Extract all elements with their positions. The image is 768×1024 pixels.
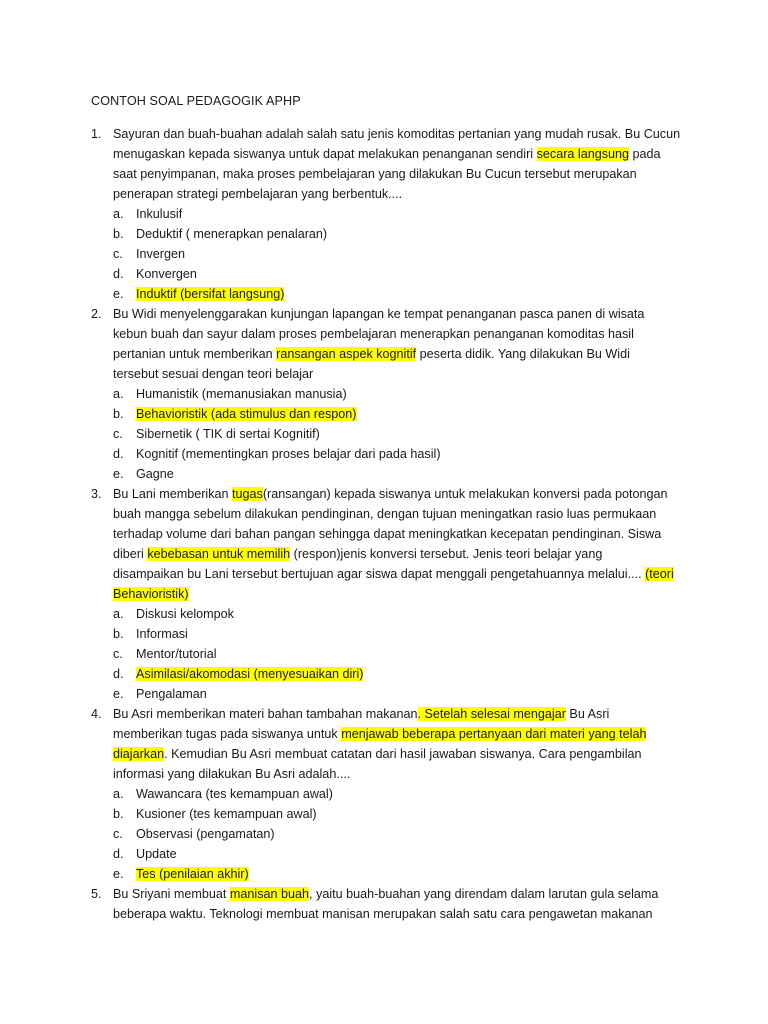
option-letter: b. — [113, 627, 124, 641]
text-segment: Inkulusif — [136, 207, 183, 221]
option-text — [136, 264, 197, 284]
highlighted-text: . Setelah selesai mengajar — [417, 707, 566, 721]
text-segment: Bu Sriyani membuat — [113, 887, 230, 901]
highlighted-text: ransangan aspek kognitif — [276, 347, 417, 361]
question-text-line — [113, 304, 644, 324]
option-text — [136, 444, 441, 464]
option-letter: c. — [113, 247, 123, 261]
option-text — [136, 784, 333, 804]
option-text — [136, 224, 327, 244]
highlighted-text: secara langsung — [536, 147, 630, 161]
text-segment: Diskusi kelompok — [136, 607, 234, 621]
question-text-line — [113, 144, 661, 164]
text-segment: Bu Asri memberikan materi bahan tambahan makanan — [113, 707, 418, 721]
question-text-line — [113, 744, 642, 764]
question-number: 4. — [91, 707, 102, 721]
question-text-line — [113, 524, 661, 544]
option-letter: a. — [113, 387, 124, 401]
highlighted-text: diajarkan — [113, 747, 165, 761]
text-segment: peserta didik. Yang dilakukan Bu Widi — [416, 347, 630, 361]
text-segment: Wawancara (tes kemampuan awal) — [136, 787, 333, 801]
highlighted-text: Behavioristik) — [113, 587, 189, 601]
option-text — [136, 464, 174, 484]
option-letter: e. — [113, 687, 124, 701]
option-letter: b. — [113, 407, 124, 421]
option-text — [136, 604, 234, 624]
text-segment: (ransangan) kepada siswanya untuk melakukan konversi pada potongan — [262, 487, 668, 501]
option-text — [136, 864, 249, 884]
question-text-line — [113, 884, 658, 904]
question-text-line — [113, 904, 653, 924]
question-text-line — [113, 164, 637, 184]
text-segment: Bu Asri — [565, 707, 610, 721]
highlighted-text: kebebasan untuk memilih — [147, 547, 291, 561]
text-segment: Bu Lani memberikan — [113, 487, 233, 501]
question-text-line — [113, 504, 656, 524]
question-text-line — [113, 344, 630, 364]
option-text — [136, 824, 275, 844]
option-text — [136, 424, 320, 444]
option-text — [136, 284, 284, 304]
option-letter: d. — [113, 267, 124, 281]
highlighted-text: (teori — [645, 567, 674, 581]
question-number: 1. — [91, 127, 102, 141]
text-segment: pertanian untuk memberikan — [113, 347, 277, 361]
option-text — [136, 644, 217, 664]
text-segment: Kusioner (tes kemampuan awal) — [136, 807, 317, 821]
highlighted-text: manisan buah — [229, 887, 310, 901]
text-segment: disampaikan bu Lani tersebut bertujuan agar siswa dapat menggali pengetahuannya melalui.... — [113, 567, 646, 581]
option-letter: c. — [113, 827, 123, 841]
question-text-line — [113, 124, 680, 144]
question-text-line — [113, 724, 646, 744]
question-number: 3. — [91, 487, 102, 501]
highlighted-text: Asimilasi/akomodasi (menyesuaikan diri) — [136, 667, 364, 681]
text-segment: , yaitu buah-buahan yang direndam dalam larutan gula selama — [309, 887, 659, 901]
text-segment: Bu Widi menyelenggarakan kunjungan lapangan ke tempat penanganan pasca panen di wisata — [113, 307, 645, 321]
question-number: 5. — [91, 887, 102, 901]
option-letter: b. — [113, 807, 124, 821]
highlighted-text: menjawab beberapa pertanyaan dari materi yang telah — [341, 727, 647, 741]
question-text-line — [113, 704, 609, 724]
text-segment: penerapan strategi pembelajaran yang berbentuk.... — [113, 187, 403, 201]
text-segment: kebun buah dan sayur dalam proses pembelajaran menerapkan penanganan komoditas hasil — [113, 327, 634, 341]
option-letter: e. — [113, 287, 124, 301]
text-segment: . Kemudian Bu Asri membuat catatan dari hasil jawaban siswanya. Cara pengambilan — [164, 747, 642, 761]
option-text — [136, 404, 357, 424]
text-segment: Deduktif ( menerapkan penalaran) — [136, 227, 328, 241]
option-text — [136, 624, 188, 644]
document-title: CONTOH SOAL PEDAGOGIK APHP — [91, 94, 301, 108]
option-letter: d. — [113, 847, 124, 861]
highlighted-text: Behavioristik (ada stimulus dan respon) — [136, 407, 357, 421]
text-segment: Kognitif (mementingkan proses belajar dari pada hasil) — [136, 447, 441, 461]
question-text-line — [113, 544, 602, 564]
text-segment: beberapa waktu. Teknologi membuat manisan merupakan salah satu cara pengawetan makanan — [113, 907, 653, 921]
option-letter: c. — [113, 427, 123, 441]
text-segment: Sayuran dan buah-buahan adalah salah satu jenis komoditas pertanian yang mudah rusak. Bu Cucun — [113, 127, 681, 141]
question-text-line — [113, 584, 189, 604]
option-text — [136, 684, 207, 704]
question-text-line — [113, 324, 634, 344]
option-letter: d. — [113, 447, 124, 461]
text-segment: terhadap volume dari bahan pangan sehingga dapat meningkatkan kecepatan pendinginan. Siswa — [113, 527, 662, 541]
text-segment: Sibernetik ( TIK di sertai Kognitif) — [136, 427, 320, 441]
text-segment: memberikan tugas pada siswanya untuk — [113, 727, 342, 741]
text-segment: Gagne — [136, 467, 174, 481]
text-segment: Invergen — [136, 247, 186, 261]
text-segment: Konvergen — [136, 267, 197, 281]
option-letter: a. — [113, 787, 124, 801]
option-text — [136, 384, 347, 404]
text-segment: (respon)jenis konversi tersebut. Jenis teori belajar yang — [290, 547, 603, 561]
text-segment: tersebut sesuai dengan teori belajar — [113, 367, 314, 381]
question-text-line — [113, 564, 674, 584]
text-segment: Mentor/tutorial — [136, 647, 217, 661]
option-text — [136, 244, 185, 264]
question-text-line — [113, 484, 668, 504]
highlighted-text: Tes (penilaian akhir) — [136, 867, 249, 881]
text-segment: diberi — [113, 547, 148, 561]
highlighted-text: Induktif (bersifat langsung) — [136, 287, 285, 301]
option-text — [136, 204, 182, 224]
text-segment: informasi yang dilakukan Bu Asri adalah.... — [113, 767, 351, 781]
option-letter: d. — [113, 667, 124, 681]
option-text — [136, 844, 177, 864]
question-text-line — [113, 184, 402, 204]
option-letter: c. — [113, 647, 123, 661]
option-letter: e. — [113, 467, 124, 481]
highlighted-text: tugas — [232, 487, 263, 501]
text-segment: saat penyimpanan, maka proses pembelajaran yang dilakukan Bu Cucun tersebut merupakan — [113, 167, 637, 181]
question-number: 2. — [91, 307, 102, 321]
text-segment: buah mangga sebelum dilakukan pendinginan, dengan tujuan meningatkan rasio luas permukaan — [113, 507, 657, 521]
question-text-line — [113, 764, 350, 784]
option-letter: b. — [113, 227, 124, 241]
text-segment: menugaskan kepada siswanya untuk dapat melakukan penanganan sendiri — [113, 147, 537, 161]
text-segment: Informasi — [136, 627, 188, 641]
option-letter: a. — [113, 207, 124, 221]
option-letter: a. — [113, 607, 124, 621]
text-segment: Update — [136, 847, 177, 861]
option-text — [136, 664, 363, 684]
text-segment: Humanistik (memanusiakan manusia) — [136, 387, 347, 401]
text-segment: pada — [629, 147, 661, 161]
text-segment: Pengalaman — [136, 687, 207, 701]
question-text-line — [113, 364, 313, 384]
option-letter: e. — [113, 867, 124, 881]
option-text — [136, 804, 317, 824]
text-segment: Observasi (pengamatan) — [136, 827, 275, 841]
